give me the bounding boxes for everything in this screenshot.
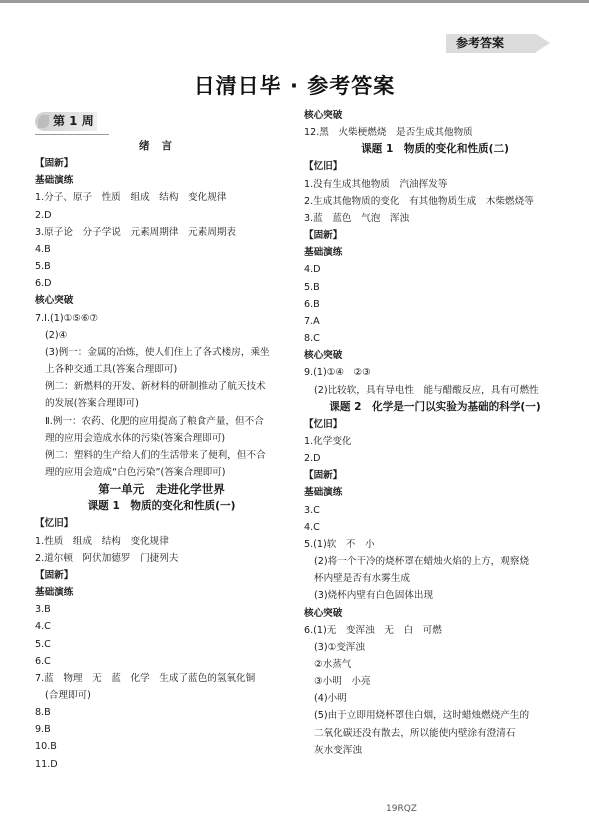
answer-line-continued: (2)比较软，具有导电性 能与醋酸反应，具有可燃性 <box>314 384 539 396</box>
answer-line-continued: 理的应用会造成“白色污染”(答案合理即可) <box>45 466 226 478</box>
section-label: 【固新】 <box>304 470 343 482</box>
answer-line: 5.C <box>35 638 51 650</box>
section-label: 【忆旧】 <box>304 161 343 173</box>
answer-line-continued: (3)例一：金属的冶炼，使人们住上了各式楼房，乘坐 <box>45 346 270 358</box>
section-label: 【忆旧】 <box>35 518 74 530</box>
section-label: 【固新】 <box>35 569 74 581</box>
answer-line: 7.A <box>304 315 320 327</box>
answer-line-continued: 例二：新燃料的开发、新材料的研制推动了航天技术 <box>45 381 266 393</box>
answer-line-continued: 上各种交通工具(答案合理即可) <box>45 364 178 376</box>
lesson-title: 课题 1 物质的变化和性质(二) <box>361 143 509 156</box>
week-heading <box>35 107 288 138</box>
answer-key-tab-label: 参考答案 <box>456 36 505 50</box>
week-label: 第 1 周 <box>35 112 97 131</box>
answer-line-continued: (4)小明 <box>314 693 347 705</box>
answer-line: 12.黑 火柴梗燃烧 是否生成其他物质 <box>304 127 473 139</box>
lesson-title: 课题 1 物质的变化和性质(一) <box>87 500 236 513</box>
answer-key-tab <box>446 34 536 53</box>
answer-line-continued: 二氧化碳还没有散去，所以能使内壁涂有澄清石 <box>314 727 516 739</box>
answer-line: 9.(1)①④ ②③ <box>304 367 371 379</box>
section-title: 绪言 <box>139 140 184 152</box>
answer-line-continued: (3)①变浑浊 <box>314 641 365 653</box>
answer-line: 2.道尔顿 阿伏加德罗 门捷列夫 <box>35 552 179 564</box>
answer-line: 8.C <box>304 333 320 345</box>
right-column <box>304 107 566 759</box>
answer-line-continued: 杯内壁是否有水雾生成 <box>314 573 410 585</box>
week-underline <box>35 134 109 135</box>
unit-title: 第一单元 走进化学世界 <box>98 482 225 497</box>
answer-line-continued: 例二：塑料的生产给人们的生活带来了便利，但不合 <box>45 449 266 461</box>
lesson-title: 课题 2 化学是一门以实验为基础的科学(一) <box>329 400 541 413</box>
answer-line: 5.B <box>304 281 320 293</box>
answer-line: 2.生成其他物质的变化 有其他物质生成 木柴燃烧等 <box>304 195 534 207</box>
answer-line-continued: (合理即可) <box>45 690 91 701</box>
answer-line: 4.C <box>35 621 51 633</box>
top-rule <box>0 0 589 3</box>
answer-line: 3.B <box>35 604 51 616</box>
answer-line: 3.蓝 蓝色 气泡 浑浊 <box>304 212 410 224</box>
answer-line: 2.D <box>35 209 52 221</box>
answer-line-continued: 理的应用会造成水体的污染(答案合理即可) <box>45 432 226 444</box>
section-label: 基础演练 <box>304 247 343 259</box>
answer-line: 3.C <box>304 504 320 516</box>
answer-line: 8.B <box>35 707 51 719</box>
page-title: 日清日毕 · 参考答案 <box>193 74 396 98</box>
answer-line: 6.B <box>304 298 320 310</box>
answer-line: 4.B <box>35 243 51 255</box>
answer-line-continued: (2)④ <box>45 329 68 341</box>
answer-line-continued: (3)烧杯内壁有白色固体出现 <box>314 590 434 602</box>
answer-line-continued: (5)由于立即用烧杯罩住白烟，这时蜡烛燃烧产生的 <box>314 710 530 722</box>
answer-line: 10.B <box>35 741 57 753</box>
section-label: 【忆旧】 <box>304 418 343 430</box>
section-label: 基础演练 <box>35 587 74 599</box>
section-label: 【固新】 <box>35 158 74 170</box>
left-column <box>35 107 288 773</box>
section-label: 核心突破 <box>35 295 74 307</box>
answer-line: 7.蓝 物理 无 蓝 化学 生成了蓝色的氢氧化铜 <box>35 672 256 684</box>
answer-line: 1.性质 组成 结构 变化规律 <box>35 535 169 547</box>
answer-line: 2.D <box>304 453 321 465</box>
answer-line: 3.原子论 分子学说 元素周期律 元素周期表 <box>35 226 237 238</box>
answer-line-continued: 的发展(答案合理即可) <box>45 398 139 410</box>
answer-line: 4.D <box>304 264 321 276</box>
answer-line: 6.C <box>35 655 51 667</box>
answer-line: 1.没有生成其他物质 汽油挥发等 <box>304 178 448 190</box>
section-label: 基础演练 <box>35 175 74 187</box>
answer-line: 7.Ⅰ.(1)①⑤⑥⑦ <box>35 312 99 324</box>
section-label: 基础演练 <box>304 487 343 499</box>
page-footer-code: 19RQZ <box>386 804 417 814</box>
answer-line: 6.D <box>35 278 52 290</box>
answer-line: 5.B <box>35 261 51 273</box>
answer-line-continued: ③小明 小亮 <box>314 676 371 688</box>
section-label: 核心突破 <box>304 350 343 362</box>
answer-line: 6.(1)无 变浑浊 无 白 可燃 <box>304 624 442 636</box>
answer-line-continued: ②水蒸气 <box>314 659 352 670</box>
answer-line-continued: 灰水变浑浊 <box>314 744 362 756</box>
section-label: 核心突破 <box>304 607 343 619</box>
answer-line: 1.化学变化 <box>304 435 352 447</box>
answer-line: 9.B <box>35 724 51 736</box>
section-label: 【固新】 <box>304 230 343 242</box>
answer-line-continued: Ⅱ.例一：农药、化肥的应用提高了粮食产量，但不合 <box>45 415 264 427</box>
answer-line: 11.D <box>35 758 58 770</box>
answer-line: 5.(1)软 不 小 <box>304 538 375 550</box>
answer-line: 1.分子、原子 性质 组成 结构 变化规律 <box>35 192 227 204</box>
answer-line: 4.C <box>304 521 320 533</box>
section-label: 核心突破 <box>304 110 343 121</box>
answer-line-continued: (2)将一个干冷的烧杯罩在蜡烛火焰的上方，观察烧 <box>314 556 530 568</box>
